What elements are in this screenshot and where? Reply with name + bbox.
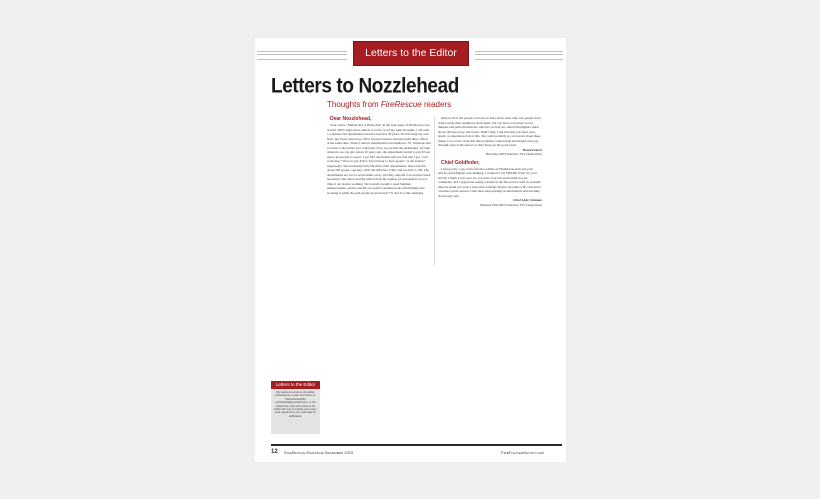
- website-link: FireFighterNation.com: [501, 451, 544, 455]
- letter1-body: Your article “Mutual Aid or Band-Aid” in the June issue of FireRescue was at least 200% right and is almost word for word my same thoughts. I am with a volunteer fire department and have been for 59 years. Not blowing my own horn, but I have had every office except treasurer and have held three offices at the same time. When I started, membership was limited to 35. Someone had to retire or die before you could join. Now we are like the undertaker; we take whatever we can get. About 10 years ago, the department started to pay $5 per run to get people to report. I got $35 one month and was told that I got “a lot of money.” We now pay $10 to $12 an hour to have people “at the station” supposedly. We run mutual aid with three other departments. One town has about 500 people, one has 1,300, the third has 3,500, and we have 1,700. The departments are two to seven miles away, and they respond to us in kind when necessary. Our chief recently retired from his regular job and spends a lot of time at our station working. We recently bought a used Sutphen pumper/tanker, and he and his son spend countless hours refurbishing and stocking it while the paid people sit and watch TV and do some studying.: [327, 123, 431, 195]
- magazine-page: [255, 38, 566, 462]
- page-title: Letters to Nozzlehead: [271, 75, 459, 99]
- letter1-signature: Howard Davis: [522, 147, 542, 152]
- subtitle-post: readers: [421, 100, 452, 109]
- editor-sidebar: [271, 381, 320, 434]
- letter2-body: I just got my copy of the October edition of FireRescue and read your article on firefighters and drinking. I wanted to say THANK YOU for your article! I think it was spot on; you were very fair and factual in your comments, and I appreciate seeing a leader in the fire service such as yourself take the stand you took. I hope that someday maybe our paths will cross and I can meet you in person. Until then, keep feeding us information and teaching us and stay safe.: [438, 166, 541, 198]
- sidebar-heading: Letters to the Editor: [271, 381, 320, 389]
- footer-rule: [271, 444, 562, 446]
- column-divider: [434, 116, 435, 266]
- letter2-affiliation: Pleasant Hill (MO) Volunteer Fire Department: [479, 202, 542, 207]
- sidebar-body: We welcome Letters to the Editor, preferably by e-mail. Send them to: Shana Rothschild (srothschild@pennwell.com). In the subject line, write FR Letters to the Editor. Be sure to include your name, rank, department, city, and state for publication.: [271, 389, 320, 434]
- subtitle-em: FireRescue: [380, 100, 422, 109]
- page-number: 12: [271, 449, 278, 455]
- publication-line: FireRescue Magazine December 2015: [284, 451, 354, 455]
- column-left: [327, 116, 431, 195]
- banner-rule-left: [257, 51, 347, 60]
- letter1-salutation: Dear Nozzlehead,: [330, 116, 372, 122]
- subtitle-pre: Thoughts from: [327, 100, 381, 109]
- column-right: [438, 116, 542, 210]
- letter2-salutation: Chief Goldfeder,: [441, 159, 480, 166]
- letter1-continued-body: Almost all of the people we treat we have never seen. Our own people don’t want to help their neighbors and friends, but you have to be there in two minutes and perform miracles. One fire we had two retired firefighters stand about 100 feet away and watch. Didn’t help. I am sure that you have seen, heard, or experienced all of this. We could probably go on forever about these things to no avail. I feel that this problem is nationwide and maybe total pay through taxes is the answer to this! Keep up the good work.: [438, 116, 542, 147]
- letter1-affiliation: Bethesda (OH) Volunteer Fire Department: [485, 152, 542, 156]
- section-banner: Letters to the Editor: [353, 41, 469, 66]
- letter2-signature: Chief Andy Chatman: [513, 198, 542, 202]
- banner-rule-right: [475, 51, 563, 60]
- page-subtitle: [327, 100, 451, 109]
